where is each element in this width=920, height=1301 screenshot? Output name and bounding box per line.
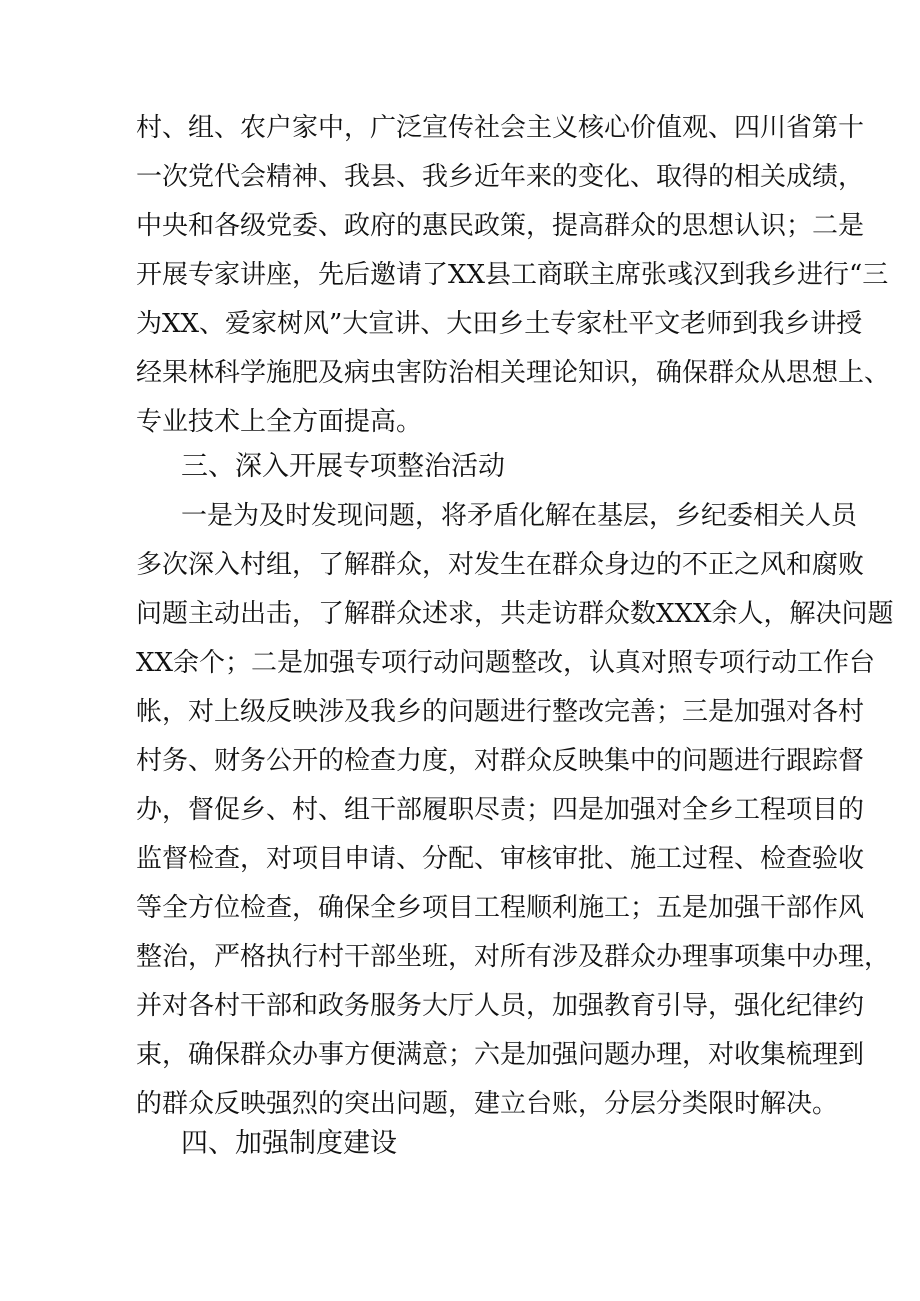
paragraph-line: 并对各村干部和政务服务大厅人员，加强教育引导，强化纪律约 — [136, 991, 865, 1021]
paragraph-line: 多次深入村组，了解群众，对发生在群众身边的不正之风和腐败 — [136, 550, 865, 580]
section-heading-3: 三、深入开展专项整治活动 — [181, 451, 505, 482]
paragraph-line: 等全方位检查，确保全乡项目工程顺利施工；五是加强干部作风 — [136, 893, 865, 923]
paragraph-line: 整治，严格执行村干部坐班，对所有涉及群众办理事项集中办理， — [136, 942, 891, 972]
paragraph-line-first: 一是为及时发现问题，将矛盾化解在基层，乡纪委相关人员 — [181, 501, 858, 531]
paragraph-line: 开展专家讲座，先后邀请了XX县工商联主席张彧汉到我乡进行“三 — [136, 260, 889, 290]
paragraph-line: 帐，对上级反映涉及我乡的问题进行整改完善；三是加强对各村 — [136, 697, 865, 727]
paragraph-line: 问题主动出击，了解群众述求，共走访群众数XXX余人，解决问题 — [136, 599, 894, 629]
paragraph-line: 办，督促乡、村、组干部履职尽责；四是加强对全乡工程项目的 — [136, 795, 865, 825]
paragraph-line: 村、组、农户家中，广泛宣传社会主义核心价值观、四川省第十 — [136, 113, 865, 143]
paragraph-line-last: 专业技术上全方面提高。 — [136, 407, 423, 437]
paragraph-line-last: 的群众反映强烈的突出问题，建立台账，分层分类限时解决。 — [136, 1089, 839, 1119]
paragraph-line: 一次党代会精神、我县、我乡近年来的变化、取得的相关成绩， — [136, 162, 865, 192]
paragraph-line: 中央和各级党委、政府的惠民政策，提高群众的思想认识；二是 — [136, 211, 865, 241]
paragraph-line: 村务、财务公开的检查力度，对群众反映集中的问题进行跟踪督 — [136, 746, 865, 776]
paragraph-line: 经果林科学施肥及病虫害防治相关理论知识，确保群众从思想上、 — [136, 358, 891, 388]
paragraph-line: 为XX、爱家树风”大宣讲、大田乡土专家杜平文老师到我乡讲授 — [136, 309, 863, 339]
paragraph-line: 监督检查，对项目申请、分配、审核审批、施工过程、检查验收 — [136, 844, 865, 874]
paragraph-line: 束，确保群众办事方便满意；六是加强问题办理，对收集梳理到 — [136, 1040, 865, 1070]
section-heading-4: 四、加强制度建设 — [181, 1128, 397, 1159]
paragraph-line: XX余个；二是加强专项行动问题整改，认真对照专项行动工作台 — [136, 648, 876, 678]
